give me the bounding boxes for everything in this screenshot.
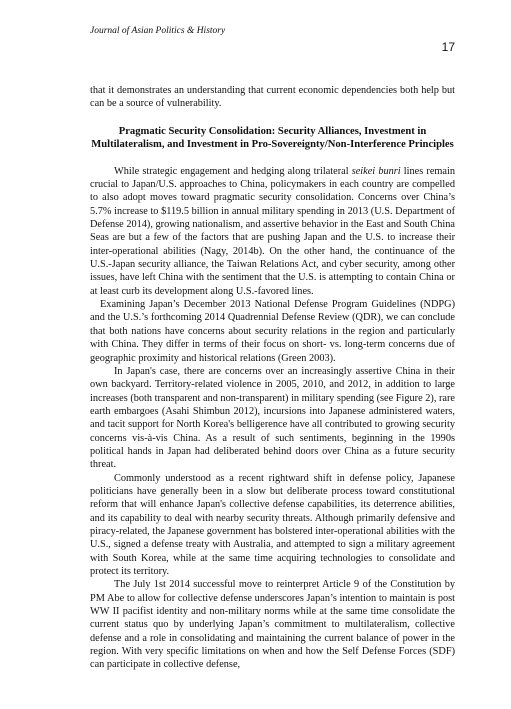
paragraph-5: The July 1st 2014 successful move to reinterpret Article 9 of the Constitution by PM Abe to allow for collective defense underscores Japan’s intention to maintain is post WW II pacifist identity and non-military norms while at the same time consolidate the current status quo by underlying Japan’s commitment to multilateralism, collective defense and a role in consolidating and maintaining the current balance of power in the region. With very specific limitations on when and how the Self Defense Forces (SDF) can participate in collective defense, bbox=[90, 579, 455, 671]
page-number: 17 bbox=[441, 40, 455, 54]
lead-paragraph: that it demonstrates an understanding that current economic dependencies both help but can be a source of vulnerability. bbox=[90, 85, 455, 110]
paragraph-1 bbox=[90, 165, 455, 298]
journal-title: Journal of Asian Politics & History bbox=[90, 26, 226, 36]
paragraph-1-rest: lines remain crucial to Japan/U.S. approaches to China, policymakers in each country are compelled to also adopt moves toward pragmatic security consolidation. Concerns over China’s 5.7% increase to $119.5 billion in annual military spending in 2013 (U.S. Department of Defense 2014), growing nationalism, and assertive behavior in the East and South China Seas are but a few of the factors that are pushing Japan and the U.S. to increase their inter-operational abilities (Nagy, 2014b). On the other hand, the continuance of the U.S.-Japan security alliance, the Taiwan Relations Act, and cyber security, among other issues, have left China with the sentiment that the U.S. is attempting to contain China or at least curb its development along U.S.-favored lines. bbox=[90, 165, 456, 297]
italic-term: seikei bunri bbox=[351, 165, 401, 177]
paragraph-4: Commonly understood as a recent rightward shift in defense policy, Japanese politicians have generally been in a slow but deliberate process toward constitutional reform that will enhance Japan's collective defense capabilities, its deterrence abilities, and its capability to deal with nearby security threats. Although primarily defensive and piracy-related, the Japanese government has bolstered inter-operational abilities with the U.S., signed a defense treaty with Australia, and attempted to sign a military agreement with South Korea, while at the same time acquiring technologies to consolidate and protect its territory. bbox=[90, 472, 455, 577]
article-body bbox=[90, 84, 455, 672]
paragraph-3: In Japan's case, there are concerns over an increasingly assertive China in their own backyard. Territory-related violence in 2005, 2010, and 2012, in addition to large increases (both transparent and non-transparent) in military spending (see Figure 2), rare earth embargoes (Asahi Shimbun 2012), incursions into Japanese administered waters, and tacit support for North Korea's belligerence have all contributed to growing security concerns vis-à-vis China. As a result of such sentiments, beginning in the 1990s political hands in Japan had deliberated behind doors over China as a future security threat. bbox=[90, 365, 455, 471]
paragraph-2: Examining Japan’s December 2013 National Defense Program Guidelines (NDPG) and the U.S.’s forthcoming 2014 Quadrennial Defense Review (QDR), we can conclude that both nations have concerns about security relations in the region and particularly with China. They differ in terms of their focus on short- vs. long-term concerns due of geographic proximity and historical relations (Green 2003). bbox=[90, 299, 455, 364]
section-heading: Pragmatic Security Consolidation: Security Alliances, Investment in Multilateralism, and Investment in Pro-Sovereignty/Non-Interference Principles bbox=[91, 125, 454, 151]
paragraph-1-start: While strategic engagement and hedging along trilateral bbox=[114, 165, 352, 177]
